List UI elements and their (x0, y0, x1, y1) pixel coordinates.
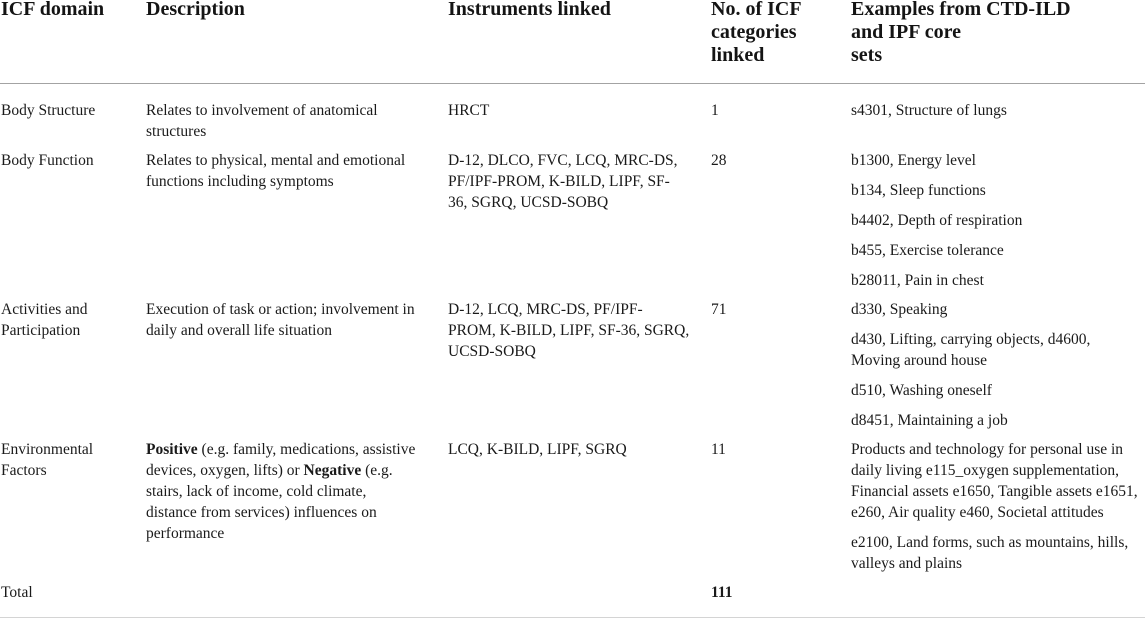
category-count: 28 (711, 152, 727, 169)
header-instruments-label: Instruments linked (448, 0, 611, 20)
row-environmental-factors (0, 435, 1145, 578)
cell-domain (0, 295, 146, 435)
domain-label: Participation (1, 322, 81, 339)
cell-total-label (0, 578, 146, 618)
header-examples-line: sets (851, 44, 883, 66)
empty-cell (851, 578, 1145, 618)
example-line: e260, Air quality e460, Societal attitudes (851, 504, 1104, 521)
instruments-line: 36, SGRQ, UCSD-SOBQ (448, 194, 609, 211)
cell-total-count (711, 578, 851, 618)
example-item (851, 210, 1145, 231)
example-line: d510, Washing oneself (851, 382, 992, 399)
instruments-line: PF/IPF-PROM, K-BILD, LIPF, SF- (448, 173, 670, 190)
cell-examples (851, 295, 1145, 435)
header-description (146, 0, 448, 84)
total-label: Total (1, 584, 33, 601)
instruments-line: UCSD-SOBQ (448, 343, 536, 360)
example-line: b455, Exercise tolerance (851, 242, 1004, 259)
domain-label: Body Structure (1, 102, 96, 119)
empty-cell (448, 578, 711, 618)
negative-label: Negative (303, 462, 362, 479)
example-line: Products and technology for personal use in (851, 441, 1124, 458)
cell-category-count (711, 295, 851, 435)
description-line: Relates to physical, mental and emotional (146, 152, 406, 169)
instruments-line: LCQ, K-BILD, LIPF, SGRQ (448, 441, 627, 458)
header-category-count-line: linked (711, 44, 765, 66)
cell-examples (851, 435, 1145, 578)
domain-label: Body Function (1, 152, 94, 169)
category-count: 1 (711, 102, 719, 119)
example-item (851, 532, 1145, 574)
header-instruments (448, 0, 711, 84)
description-line: Relates to involvement of anatomical (146, 102, 378, 119)
header-category-count-line: categories (711, 21, 797, 43)
example-line: b1300, Energy level (851, 152, 976, 169)
total-count: 111 (711, 584, 733, 601)
example-line: d330, Speaking (851, 301, 948, 318)
instruments-line: D-12, LCQ, MRC-DS, PF/IPF- (448, 301, 643, 318)
cell-instruments (448, 295, 711, 435)
example-item (851, 180, 1145, 201)
positive-label: Positive (146, 441, 198, 458)
example-line: d8451, Maintaining a job (851, 412, 1008, 429)
header-description-label: Description (146, 0, 245, 20)
cell-description (146, 435, 448, 578)
domain-label: Activities and (1, 301, 88, 318)
example-item (851, 150, 1145, 171)
cell-instruments (448, 84, 711, 147)
row-body-structure (0, 84, 1145, 147)
domain-label: Environmental (1, 441, 94, 458)
header-examples-line: Examples from CTD-ILD (851, 0, 1071, 20)
domain-label: Factors (1, 462, 47, 479)
cell-domain (0, 435, 146, 578)
cell-instruments (448, 146, 711, 295)
example-item (851, 299, 1145, 320)
description-text: (e.g. family, medications, assistive (197, 441, 416, 458)
header-category-count (711, 0, 851, 84)
example-line: b28011, Pain in chest (851, 272, 984, 289)
example-line: b4402, Depth of respiration (851, 212, 1023, 229)
cell-instruments (448, 435, 711, 578)
header-category-count-line: No. of ICF (711, 0, 802, 20)
description-line: distance from services) influences on (146, 504, 377, 521)
example-line: daily living e115_oxygen supplementation, (851, 462, 1120, 479)
example-item (851, 410, 1145, 431)
example-line: s4301, Structure of lungs (851, 102, 1007, 119)
empty-cell (146, 578, 448, 618)
example-item (851, 380, 1145, 401)
example-line: Moving around house (851, 352, 988, 369)
category-count: 71 (711, 301, 727, 318)
example-line: b134, Sleep functions (851, 182, 986, 199)
header-examples (851, 0, 1145, 84)
example-line: e2100, Land forms, such as mountains, hills, (851, 534, 1129, 551)
cell-domain (0, 84, 146, 147)
description-line: Execution of task or action; involvement in (146, 301, 415, 318)
example-item (851, 439, 1145, 523)
description-line: structures (146, 123, 207, 140)
instruments-line: PROM, K-BILD, LIPF, SF-36, SGRQ, (448, 322, 690, 339)
cell-category-count (711, 435, 851, 578)
cell-domain (0, 146, 146, 295)
cell-examples (851, 146, 1145, 295)
example-item (851, 329, 1145, 371)
description-text: (e.g. (361, 462, 393, 479)
instruments-line: D-12, DLCO, FVC, LCQ, MRC-DS, (448, 152, 678, 169)
description-line: performance (146, 525, 225, 542)
description-text: devices, oxygen, lifts) or (146, 462, 304, 479)
description-line: daily and overall life situation (146, 322, 332, 339)
header-examples-line: and IPF core (851, 21, 961, 43)
cell-examples (851, 84, 1145, 147)
cell-description (146, 146, 448, 295)
example-line: Financial assets e1650, Tangible assets e1651, (851, 483, 1138, 500)
cell-category-count (711, 146, 851, 295)
cell-description (146, 295, 448, 435)
description-line (146, 439, 448, 460)
row-activities-participation (0, 295, 1145, 435)
row-total (0, 578, 1145, 618)
example-item (851, 100, 1145, 121)
description-line (146, 460, 448, 481)
description-line: stairs, lack of income, cold climate, (146, 483, 367, 500)
header-icf-domain-label: ICF domain (1, 0, 105, 20)
header-icf-domain (0, 0, 146, 84)
cell-category-count (711, 84, 851, 147)
description-line: functions including symptoms (146, 173, 334, 190)
instruments-line: HRCT (448, 102, 490, 119)
example-item (851, 270, 1145, 291)
example-item (851, 240, 1145, 261)
cell-description (146, 84, 448, 147)
row-body-function (0, 146, 1145, 295)
example-line: d430, Lifting, carrying objects, d4600, (851, 331, 1091, 348)
header-row (0, 0, 1145, 84)
example-line: valleys and plains (851, 555, 963, 572)
category-count: 11 (711, 441, 726, 458)
